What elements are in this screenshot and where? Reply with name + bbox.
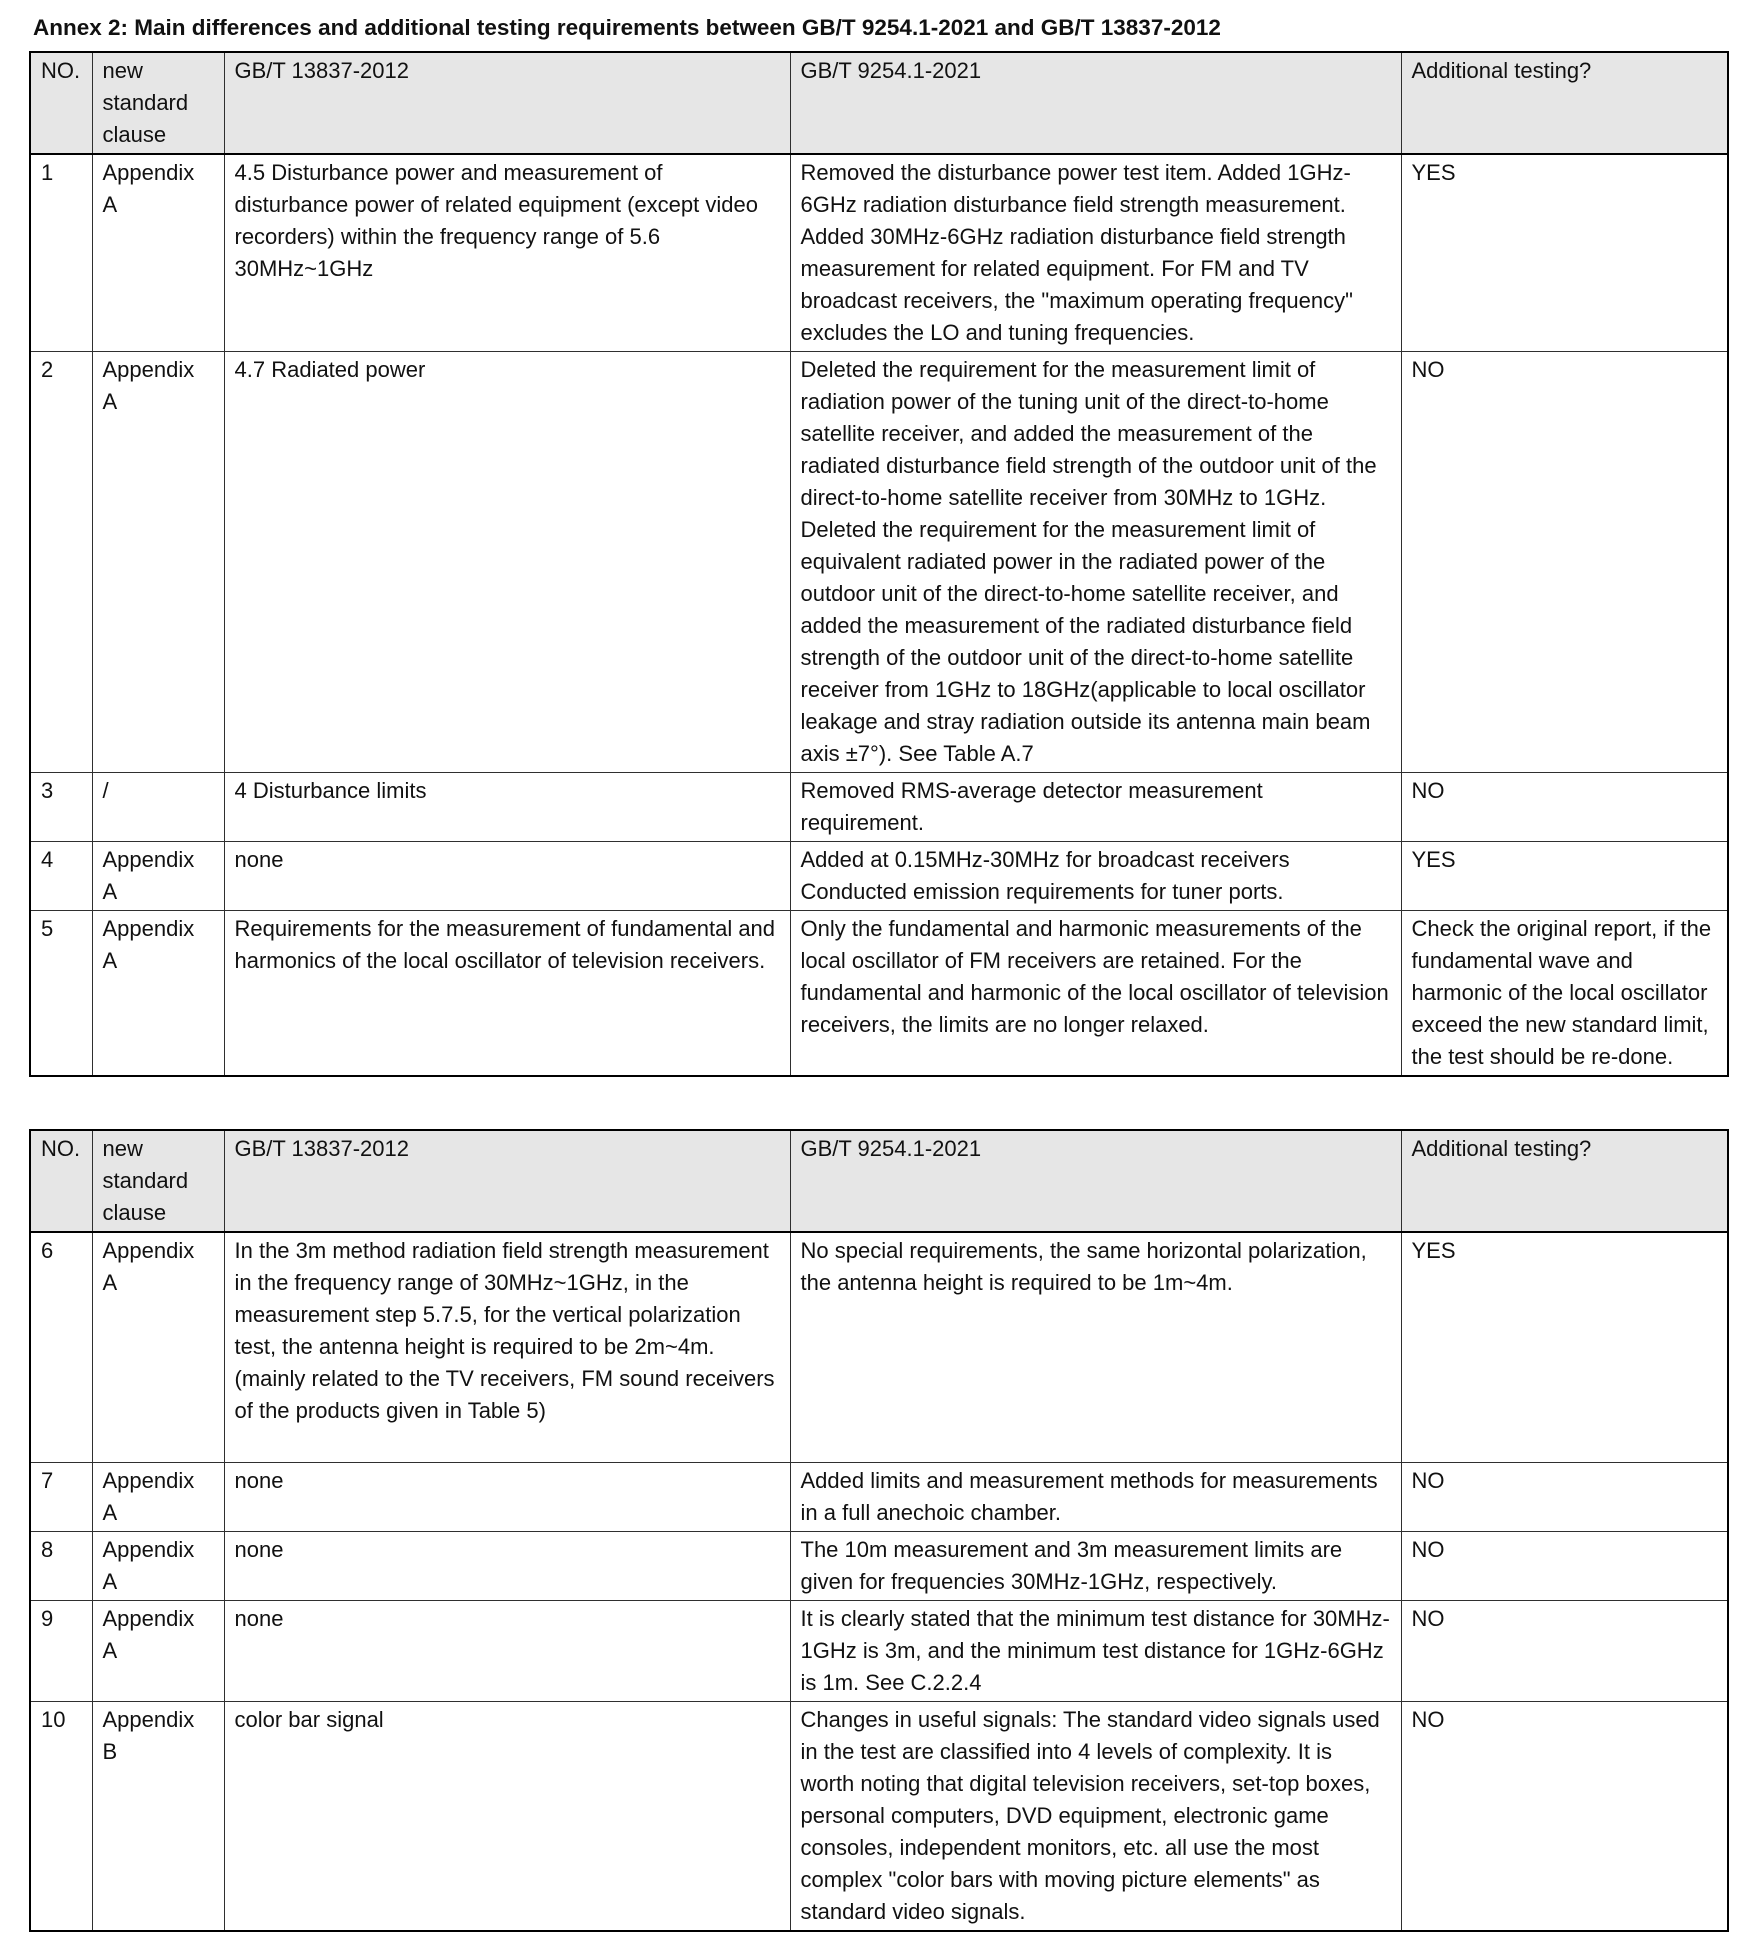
cell-clause: Appendix A <box>92 1600 224 1701</box>
column-header-new-standard-clause: new standard clause <box>92 52 224 154</box>
table-row <box>30 1600 1728 1701</box>
column-header-additional-testing: Additional testing? <box>1401 52 1728 154</box>
cell-no: 10 <box>30 1701 92 1931</box>
header-row <box>30 52 1728 154</box>
cell-gbt-9254: Added at 0.15MHz-30MHz for broadcast receivers Conducted emission requirements for tuner ports. <box>790 842 1401 911</box>
table-1-header <box>30 52 1728 154</box>
cell-gbt-13837: none <box>224 1462 790 1531</box>
cell-gbt-13837: 4 Disturbance limits <box>224 773 790 842</box>
cell-clause: Appendix A <box>92 1462 224 1531</box>
cell-gbt-9254: Removed the disturbance power test item. Added 1GHz-6GHz radiation disturbance field strength measurement. Added 30MHz-6GHz radiation disturbance field strength measurement for related equipment. For FM and TV broadcast receivers, the "maximum operating frequency" excludes the LO and tuning frequencies. <box>790 154 1401 352</box>
cell-additional-testing: YES <box>1401 1232 1728 1462</box>
cell-clause: Appendix A <box>92 154 224 352</box>
table-row <box>30 773 1728 842</box>
cell-no: 3 <box>30 773 92 842</box>
cell-additional-testing: NO <box>1401 1600 1728 1701</box>
cell-gbt-9254: No special requirements, the same horizontal polarization, the antenna height is required to be 1m~4m. <box>790 1232 1401 1462</box>
cell-additional-testing: YES <box>1401 154 1728 352</box>
cell-no: 5 <box>30 911 92 1077</box>
cell-gbt-13837: none <box>224 1531 790 1600</box>
cell-gbt-13837: none <box>224 1600 790 1701</box>
cell-additional-testing: NO <box>1401 352 1728 773</box>
column-header-additional-testing: Additional testing? <box>1401 1130 1728 1232</box>
cell-clause: Appendix B <box>92 1701 224 1931</box>
table-row <box>30 911 1728 1077</box>
cell-no: 1 <box>30 154 92 352</box>
cell-additional-testing: NO <box>1401 1701 1728 1931</box>
cell-gbt-9254: Only the fundamental and harmonic measurements of the local oscillator of FM receivers are retained. For the fundamental and harmonic of the local oscillator of television receivers, the limits are no longer relaxed. <box>790 911 1401 1077</box>
cell-clause: / <box>92 773 224 842</box>
cell-gbt-9254: Deleted the requirement for the measurement limit of radiation power of the tuning unit of the direct-to-home satellite receiver, and added the measurement of the radiated disturbance field strength of the outdoor unit of the direct-to-home satellite receiver from 30MHz to 1GHz. Deleted the requirement for the measurement limit of equivalent radiated power in the radiated power of the outdoor unit of the direct-to-home satellite receiver, and added the measurement of the radiated disturbance field strength of the outdoor unit of the direct-to-home satellite receiver from 1GHz to 18GHz(applicable to local oscillator leakage and stray radiation outside its antenna main beam axis ±7°). See Table A.7 <box>790 352 1401 773</box>
cell-clause: Appendix A <box>92 911 224 1077</box>
cell-gbt-9254: The 10m measurement and 3m measurement limits are given for frequencies 30MHz-1GHz, respectively. <box>790 1531 1401 1600</box>
table-row <box>30 1462 1728 1531</box>
cell-no: 2 <box>30 352 92 773</box>
cell-gbt-13837: 4.7 Radiated power <box>224 352 790 773</box>
cell-additional-testing: NO <box>1401 1462 1728 1531</box>
differences-table-2 <box>29 1129 1729 1932</box>
column-header-no: NO. <box>30 52 92 154</box>
table-row <box>30 1232 1728 1462</box>
cell-clause: Appendix A <box>92 352 224 773</box>
cell-gbt-9254: It is clearly stated that the minimum test distance for 30MHz-1GHz is 3m, and the minimum test distance for 1GHz-6GHz is 1m. See C.2.2.4 <box>790 1600 1401 1701</box>
table-row <box>30 1701 1728 1931</box>
header-row <box>30 1130 1728 1232</box>
table-row <box>30 154 1728 352</box>
cell-additional-testing: YES <box>1401 842 1728 911</box>
table-row <box>30 352 1728 773</box>
cell-gbt-9254: Removed RMS-average detector measurement requirement. <box>790 773 1401 842</box>
column-header-gbt-9254-1-2021: GB/T 9254.1-2021 <box>790 1130 1401 1232</box>
cell-no: 8 <box>30 1531 92 1600</box>
cell-gbt-9254: Added limits and measurement methods for measurements in a full anechoic chamber. <box>790 1462 1401 1531</box>
annex-title: Annex 2: Main differences and additional testing requirements between GB/T 9254.1-2021 and GB/T 13837-2012 <box>33 15 1221 40</box>
column-header-gbt-9254-1-2021: GB/T 9254.1-2021 <box>790 52 1401 154</box>
table-2-header <box>30 1130 1728 1232</box>
cell-additional-testing: NO <box>1401 773 1728 842</box>
cell-gbt-13837: In the 3m method radiation field strength measurement in the frequency range of 30MHz~1GHz, in the measurement step 5.7.5, for the vertical polarization test, the antenna height is required to be 2m~4m. (mainly related to the TV receivers, FM sound receivers of the products given in Table 5) <box>224 1232 790 1462</box>
cell-additional-testing: Check the original report, if the fundamental wave and harmonic of the local oscillator exceed the new standard limit, the test should be re-done. <box>1401 911 1728 1077</box>
cell-gbt-13837: none <box>224 842 790 911</box>
column-header-gbt-13837-2012: GB/T 13837-2012 <box>224 52 790 154</box>
table-row <box>30 842 1728 911</box>
cell-no: 7 <box>30 1462 92 1531</box>
differences-table-1 <box>29 51 1729 1077</box>
cell-clause: Appendix A <box>92 1232 224 1462</box>
column-header-no: NO. <box>30 1130 92 1232</box>
cell-additional-testing: NO <box>1401 1531 1728 1600</box>
cell-gbt-13837: 4.5 Disturbance power and measurement of disturbance power of related equipment (except video recorders) within the frequency range of 5.6 30MHz~1GHz <box>224 154 790 352</box>
cell-gbt-13837: Requirements for the measurement of fundamental and harmonics of the local oscillator of television receivers. <box>224 911 790 1077</box>
cell-clause: Appendix A <box>92 842 224 911</box>
cell-no: 6 <box>30 1232 92 1462</box>
cell-no: 4 <box>30 842 92 911</box>
column-header-new-standard-clause: new standard clause <box>92 1130 224 1232</box>
cell-gbt-13837: color bar signal <box>224 1701 790 1931</box>
table-row <box>30 1531 1728 1600</box>
cell-no: 9 <box>30 1600 92 1701</box>
column-header-gbt-13837-2012: GB/T 13837-2012 <box>224 1130 790 1232</box>
cell-gbt-9254: Changes in useful signals: The standard video signals used in the test are classified into 4 levels of complexity. It is worth noting that digital television receivers, set-top boxes, personal computers, DVD equipment, electronic game consoles, independent monitors, etc. all use the most complex "color bars with moving picture elements" as standard video signals. <box>790 1701 1401 1931</box>
cell-clause: Appendix A <box>92 1531 224 1600</box>
